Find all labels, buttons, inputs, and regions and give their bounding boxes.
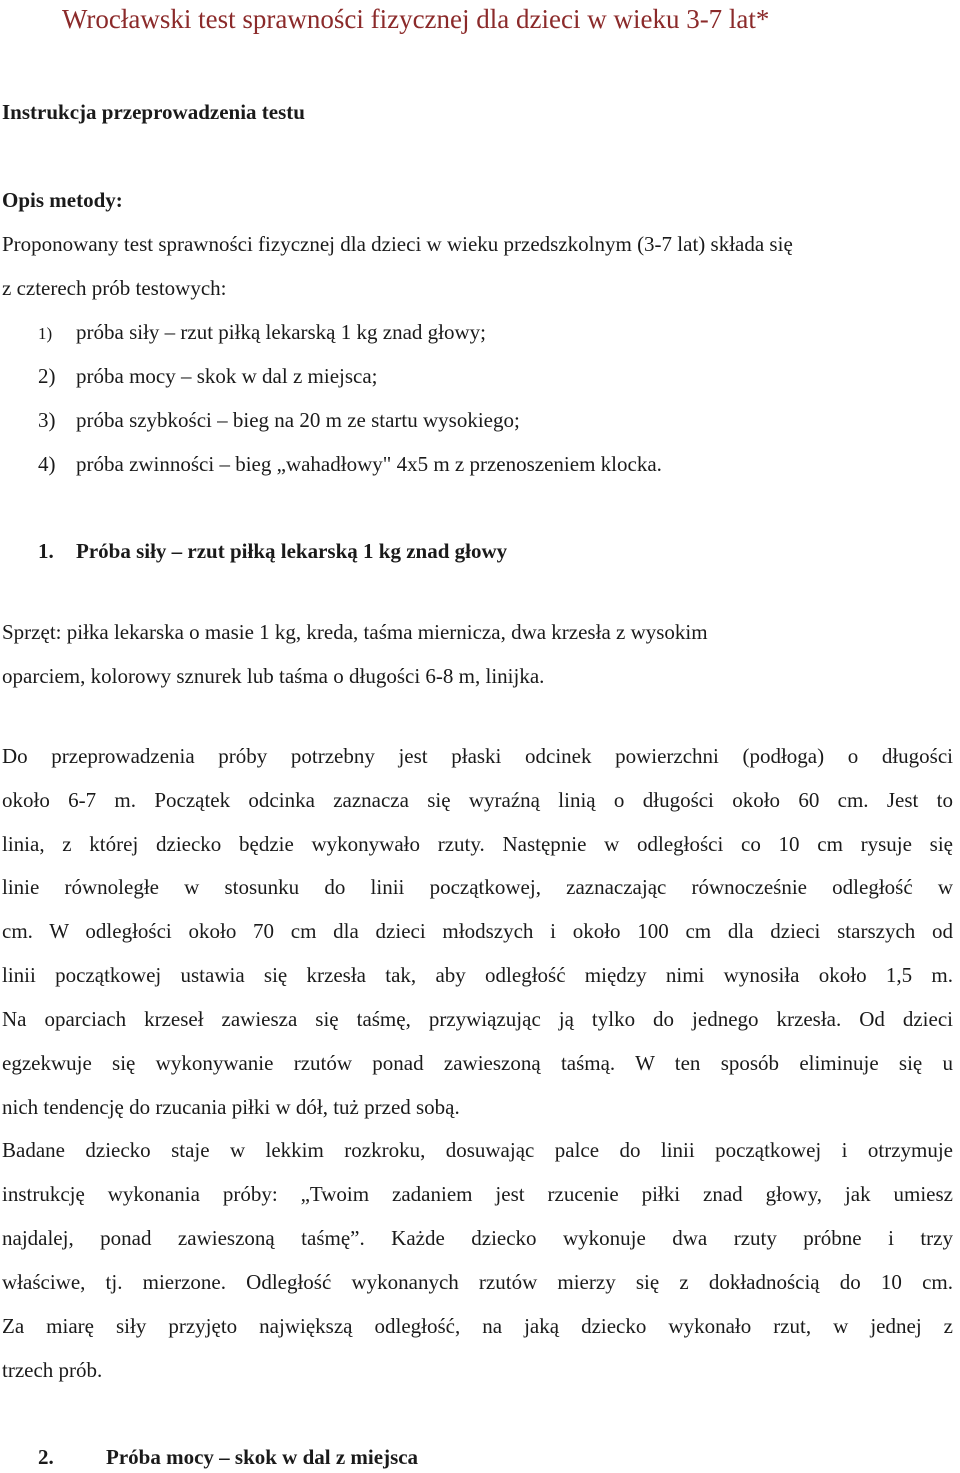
paragraph-line: najdalej, ponad zawieszoną taśmę”. Każde dziecko wykonuje dwa rzuty próbne i trzy bbox=[2, 1226, 953, 1250]
paragraph-line: linia, z której dziecko będzie wykonywało rzuty. Następnie w odległości co 10 cm rysuje się bbox=[2, 832, 953, 856]
section-title: Próba mocy – skok w dal z miejsca bbox=[106, 1445, 419, 1469]
paragraph-line: linii początkowej ustawia się krzesła tak, aby odległość między nimi wynosiła około 1,5 m. bbox=[2, 963, 953, 987]
paragraph-line: instrukcję wykonania próby: „Twoim zadaniem jest rzucenie piłki znad głowy, jak umiesz bbox=[2, 1182, 953, 1206]
paragraph-line: Do przeprowadzenia próby potrzebny jest płaski odcinek powierzchni (podłoga) o długości bbox=[2, 744, 953, 768]
paragraph-line: trzech prób. bbox=[2, 1358, 103, 1382]
paragraph-line: właściwe, tj. mierzone. Odległość wykonanych rzutów mierzy się z dokładnością do 10 cm. bbox=[2, 1270, 953, 1294]
paragraph-line: Za miarę siły przyjęto największą odległość, na jaką dziecko wykonało rzut, w jednej z bbox=[2, 1314, 953, 1338]
section-1-heading bbox=[38, 537, 507, 565]
paragraph-line: około 6-7 m. Początek odcinka zaznacza się wyraźną linią o długości około 60 cm. Jest to bbox=[2, 788, 953, 812]
section-2-heading bbox=[38, 1443, 418, 1471]
test-list-item bbox=[38, 362, 378, 390]
method-intro-line: Proponowany test sprawności fizycznej dla dzieci w wieku przedszkolnym (3-7 lat) składa się bbox=[2, 232, 793, 256]
list-number: 4) bbox=[38, 452, 56, 476]
list-text: próba siły – rzut piłką lekarską 1 kg znad głowy; bbox=[76, 320, 486, 344]
test-list-item bbox=[38, 450, 662, 478]
list-text: próba szybkości – bieg na 20 m ze startu wysokiego; bbox=[76, 408, 520, 432]
equipment-line: oparciem, kolorowy sznurek lub taśma o długości 6-8 m, linijka. bbox=[2, 664, 545, 688]
test-list-item bbox=[38, 406, 520, 434]
list-text: próba zwinności – bieg „wahadłowy" 4x5 m z przenoszeniem klocka. bbox=[76, 452, 662, 476]
list-text: próba mocy – skok w dal z miejsca; bbox=[76, 364, 378, 388]
section-number: 1. bbox=[38, 539, 54, 563]
equipment-line: Sprzęt: piłka lekarska o masie 1 kg, kreda, taśma miernicza, dwa krzesła z wysokim bbox=[2, 620, 708, 644]
paragraph-line: Na oparciach krzeseł zawiesza się taśmę, przywiązując ją tylko do jednego krzesła. Od dzieci bbox=[2, 1007, 953, 1031]
document-title: Wrocławski test sprawności fizycznej dla dzieci w wieku 3-7 lat* bbox=[62, 4, 770, 34]
paragraph-line: cm. W odległości około 70 cm dla dzieci młodszych i około 100 cm dla dzieci starszych od bbox=[2, 919, 953, 943]
paragraph-line: egzekwuje się wykonywanie rzutów ponad zawieszoną taśmą. W ten sposób eliminuje się u bbox=[2, 1051, 953, 1075]
method-heading: Opis metody: bbox=[2, 188, 123, 212]
test-list-item bbox=[38, 318, 486, 348]
section-number: 2. bbox=[38, 1445, 54, 1469]
subtitle: Instrukcja przeprowadzenia testu bbox=[2, 100, 305, 124]
list-number: 1) bbox=[38, 324, 53, 343]
paragraph-line: linie równoległe w stosunku do linii początkowej, zaznaczając równocześnie odległość w bbox=[2, 875, 953, 899]
list-number: 2) bbox=[38, 364, 56, 388]
section-title: Próba siły – rzut piłką lekarską 1 kg znad głowy bbox=[76, 539, 508, 563]
paragraph-line: Badane dziecko staje w lekkim rozkroku, dosuwając palce do linii początkowej i otrzymuje bbox=[2, 1138, 953, 1162]
paragraph-line: nich tendencję do rzucania piłki w dół, tuż przed sobą. bbox=[2, 1095, 460, 1119]
list-number: 3) bbox=[38, 408, 56, 432]
method-intro-line: z czterech prób testowych: bbox=[2, 276, 227, 300]
